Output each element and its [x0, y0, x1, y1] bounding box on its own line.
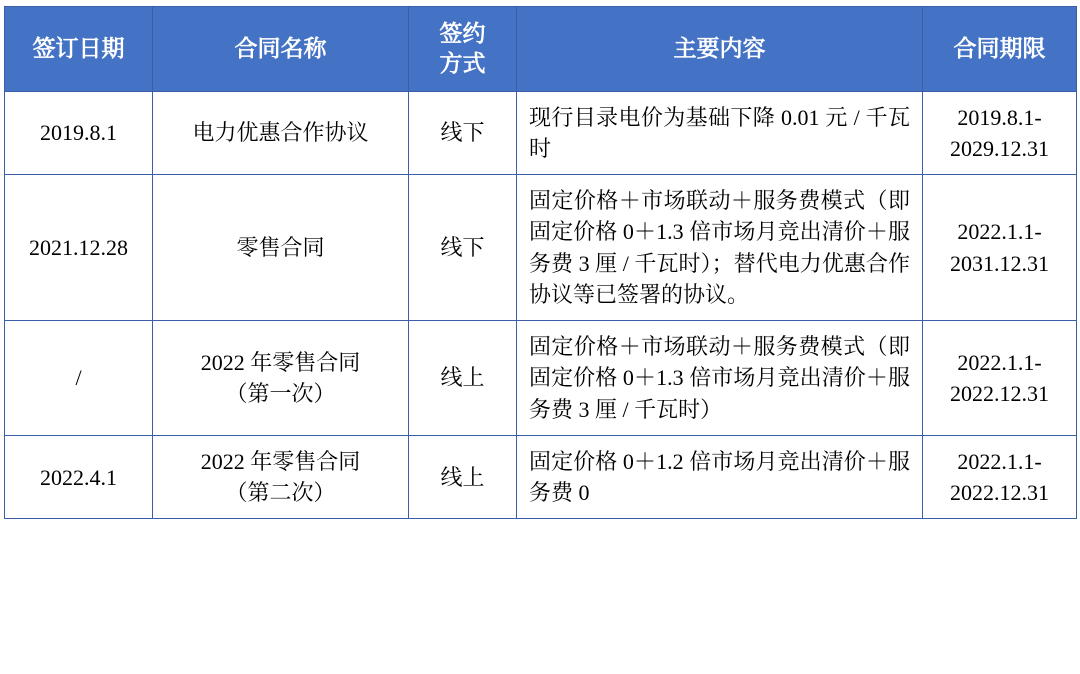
contract-table — [4, 6, 1077, 519]
column-header-sign-method-label-line2: 方式 — [439, 50, 486, 76]
table-row — [5, 321, 1077, 436]
column-header-contract-name — [153, 7, 409, 92]
cell-main-content: 固定价格＋市场联动＋服务费模式（即固定价格 0＋1.3 倍市场月竞出清价＋服务费 3 厘 / 千瓦时）；替代电力优惠合作协议等已签署的协议。 — [517, 175, 923, 321]
table-row — [5, 175, 1077, 321]
column-header-contract-term-label: 合同期限 — [953, 35, 1046, 61]
cell-sign-date: / — [5, 321, 153, 436]
cell-sign-method: 线上 — [409, 321, 517, 436]
cell-contract-term: 2019.8.1-2029.12.31 — [923, 91, 1077, 174]
cell-sign-date: 2021.12.28 — [5, 175, 153, 321]
column-header-main-content — [517, 7, 923, 92]
cell-contract-name — [153, 175, 409, 321]
cell-sign-date: 2019.8.1 — [5, 91, 153, 174]
table-row — [5, 91, 1077, 174]
document-page — [0, 6, 1080, 674]
column-header-contract-term — [923, 7, 1077, 92]
cell-contract-term: 2022.1.1-2022.12.31 — [923, 435, 1077, 518]
table-header-row — [5, 7, 1077, 92]
cell-sign-method: 线上 — [409, 435, 517, 518]
column-header-sign-method-label-line1: 签约 — [439, 21, 486, 46]
cell-contract-name-line1: 2022 年零售合同 — [200, 349, 361, 375]
cell-contract-name — [153, 91, 409, 174]
column-header-contract-name-label: 合同名称 — [234, 35, 327, 61]
table-header — [5, 7, 1077, 92]
cell-contract-term: 2022.1.1-2031.12.31 — [923, 175, 1077, 321]
table-row — [5, 435, 1077, 518]
cell-sign-date: 2022.4.1 — [5, 435, 153, 518]
cell-contract-name-line1: 2022 年零售合同 — [200, 448, 361, 474]
cell-main-content: 固定价格＋市场联动＋服务费模式（即固定价格 0＋1.3 倍市场月竞出清价＋服务费 3 厘 / 千瓦时） — [517, 321, 923, 436]
cell-contract-name-line1: 电力优惠合作协议 — [192, 120, 369, 146]
cell-contract-name-line2: （第一次） — [225, 381, 336, 407]
cell-main-content: 现行目录电价为基础下降 0.01 元 / 千瓦时 — [517, 91, 923, 174]
cell-contract-name-line1: 零售合同 — [236, 235, 325, 261]
cell-sign-method: 线下 — [409, 175, 517, 321]
cell-contract-name — [153, 435, 409, 518]
table-body — [5, 91, 1077, 519]
cell-contract-name — [153, 321, 409, 436]
cell-sign-method: 线下 — [409, 91, 517, 174]
column-header-sign-date — [5, 7, 153, 92]
cell-main-content: 固定价格 0＋1.2 倍市场月竞出清价＋服务费 0 — [517, 435, 923, 518]
cell-contract-name-line2: （第二次） — [225, 480, 336, 506]
column-header-main-content-label: 主要内容 — [673, 35, 766, 61]
cell-contract-term: 2022.1.1-2022.12.31 — [923, 321, 1077, 436]
column-header-sign-date-label: 签订日期 — [32, 35, 125, 61]
column-header-sign-method — [409, 7, 517, 92]
